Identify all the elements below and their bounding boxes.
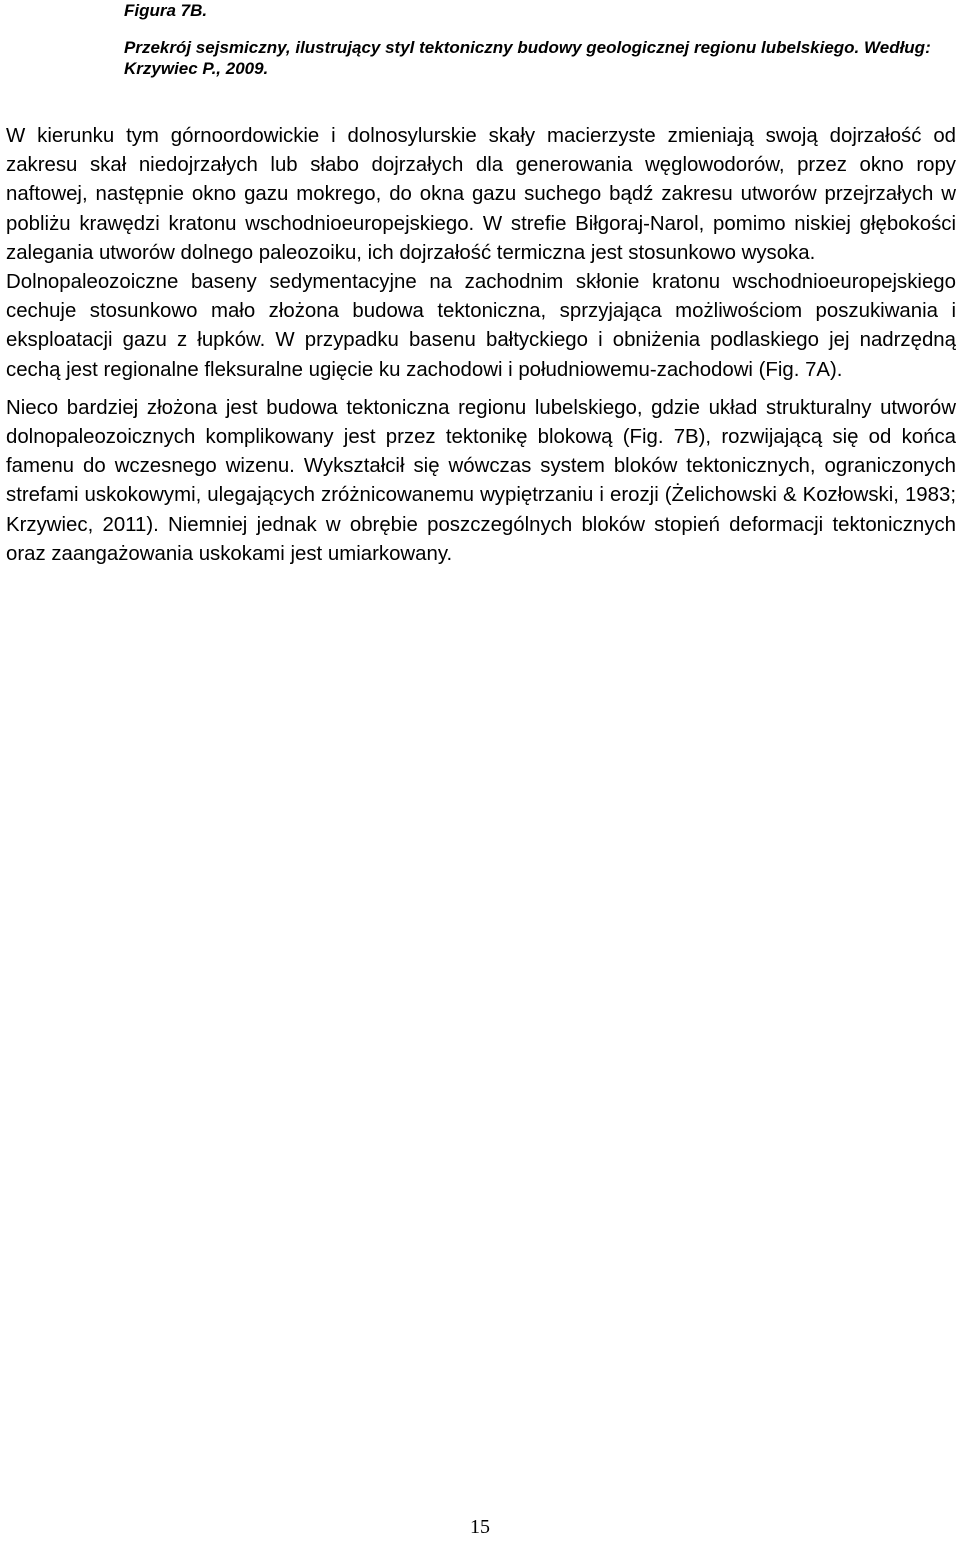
- paragraph-basins: Dolnopaleozoiczne baseny sedymentacyjne na zachodnim skłonie kratonu wschodnioeuropejskiego cechuje stosunkowo mało złożona budowa tektoniczna, sprzyjająca możliwościom poszukiwania i eksploatacji gazu z łupków. W przypadku basenu bałtyckiego i obniżenia podlaskiego jej nadrzędną cechą jest regionalne fleksuralne ugięcie ku zachodowi i południowemu-zachodowi (Fig. 7A).: [6, 271, 956, 381]
- body-text: [6, 122, 956, 569]
- figure-caption: [124, 0, 956, 79]
- figure-label: Figura 7B.: [124, 1, 208, 20]
- paragraph-lublin-tectonics: Nieco bardziej złożona jest budowa tektoniczna regionu lubelskiego, gdzie układ strukturalny utworów dolnopaleozoicznych komplikowany jest przez tektonikę blokową (Fig. 7B), rozwijającą się od końca famenu do wczesnego wizenu. Wykształcił się wówczas system bloków tektonicznych, ograniczonych strefami uskokowymi, ulegających zróżnicowanemu wypiętrzaniu i erozji (Żelichowski & Kozłowski, 1983; Krzywiec, 2011). Niemniej jednak w obrębie poszczególnych bloków stopień deformacji tektonicznych oraz zaangażowania uskokami jest umiarkowany.: [6, 396, 956, 565]
- figure-caption-text: Przekrój sejsmiczny, ilustrujący styl tektoniczny budowy geologicznej regionu lubelskiego. Według: Krzywiec P., 2009.: [124, 38, 931, 78]
- page-number: 15: [470, 1516, 490, 1538]
- paragraph-maturity: W kierunku tym górnoordowickie i dolnosylurskie skały macierzyste zmieniają swoją dojrzałość od zakresu skał niedojrzałych lub słabo dojrzałych dla generowania węglowodorów, przez okno ropy naftowej, następnie okno gazu mokrego, do okna gazu suchego bądź zakresu utworów przejrzałych w pobliżu krawędzi kratonu wschodnioeuropejskiego. W strefie Biłgoraj-Narol, pomimo niskiej głębokości zalegania utworów dolnego paleozoiku, ich dojrzałość termiczna jest stosunkowo wysoka.: [6, 125, 956, 264]
